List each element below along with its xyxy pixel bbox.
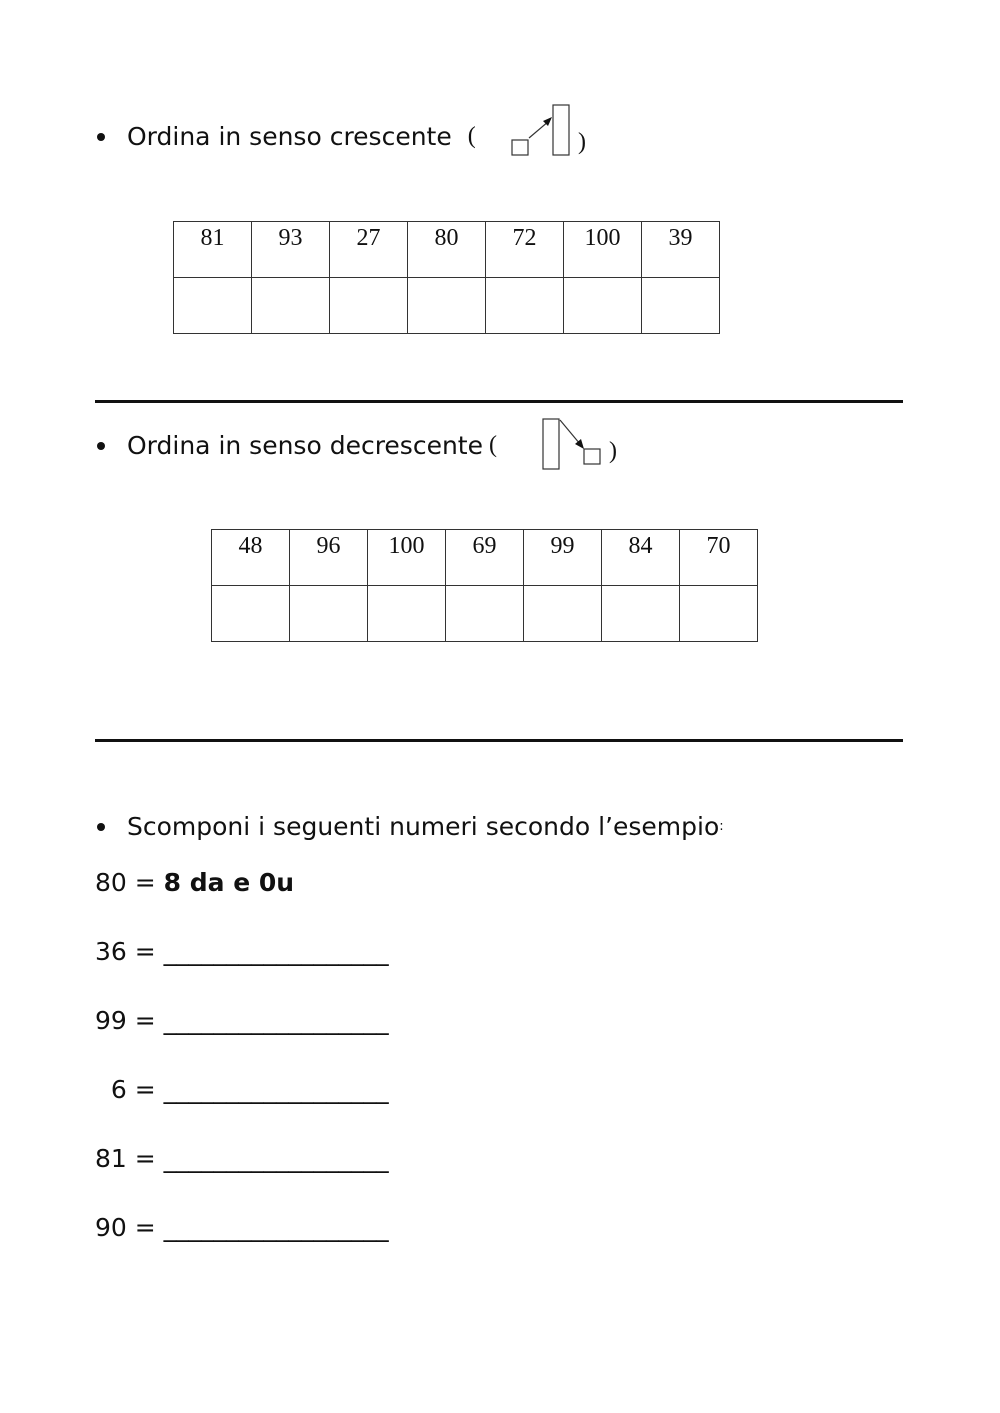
exercise-row <box>95 937 389 966</box>
table-cell: 100 <box>564 222 642 278</box>
table-cell: 84 <box>602 530 680 586</box>
table-cell: 72 <box>486 222 564 278</box>
exercise-number: 81 <box>95 1144 127 1173</box>
instruction-descending-text: Ordina in senso decrescente <box>127 431 483 460</box>
table-cell: 70 <box>680 530 758 586</box>
table-cell: 81 <box>174 222 252 278</box>
answer-blank[interactable]: __________________ <box>163 1144 389 1173</box>
example-answer: 8 da e 0u <box>163 868 295 897</box>
table-row-numbers <box>174 222 720 278</box>
descending-table <box>211 529 758 642</box>
instruction-descending <box>95 431 497 460</box>
answer-cell[interactable] <box>680 586 758 642</box>
example-row <box>95 868 294 897</box>
table-row-numbers <box>212 530 758 586</box>
bullet-icon <box>97 442 105 450</box>
equals-sign: = <box>134 1213 156 1242</box>
table-cell: 48 <box>212 530 290 586</box>
answer-blank[interactable]: __________________ <box>163 1075 389 1104</box>
answer-cell[interactable] <box>212 586 290 642</box>
exercise-row <box>95 1213 389 1242</box>
equals-sign: = <box>134 1144 156 1173</box>
table-cell: 69 <box>446 530 524 586</box>
equals-sign: = <box>134 1006 156 1035</box>
exercise-row <box>95 1075 389 1104</box>
divider <box>95 739 903 742</box>
exercise-number: 6 <box>95 1075 127 1104</box>
exercise-number: 36 <box>95 937 127 966</box>
table-cell: 93 <box>252 222 330 278</box>
paren-close: ) <box>609 438 617 464</box>
ascending-table <box>173 221 720 334</box>
table-cell: 99 <box>524 530 602 586</box>
divider <box>95 400 903 403</box>
exercise-number: 99 <box>95 1006 127 1035</box>
answer-cell[interactable] <box>330 278 408 334</box>
exercise-row <box>95 1144 389 1173</box>
answer-blank[interactable]: __________________ <box>163 937 389 966</box>
ascending-arrow-icon <box>505 100 577 160</box>
instruction-ascending-text: Ordina in senso crescente <box>127 122 452 151</box>
answer-cell[interactable] <box>408 278 486 334</box>
answer-cell[interactable] <box>642 278 720 334</box>
descending-arrow-icon <box>538 414 610 474</box>
answer-cell[interactable] <box>486 278 564 334</box>
table-cell: 80 <box>408 222 486 278</box>
answer-cell[interactable] <box>368 586 446 642</box>
table-row-answers <box>212 586 758 642</box>
answer-blank[interactable]: __________________ <box>163 1006 389 1035</box>
table-row-answers <box>174 278 720 334</box>
paren-open: ( <box>467 123 476 149</box>
table-cell: 39 <box>642 222 720 278</box>
exercise-number: 90 <box>95 1213 127 1242</box>
instruction-colon: : <box>719 819 724 834</box>
answer-blank[interactable]: __________________ <box>163 1213 389 1242</box>
exercise-row <box>95 1006 389 1035</box>
answer-cell[interactable] <box>564 278 642 334</box>
equals-sign: = <box>134 1075 156 1104</box>
answer-cell[interactable] <box>174 278 252 334</box>
paren-close: ) <box>578 129 586 155</box>
example-number: 80 <box>95 868 127 897</box>
answer-cell[interactable] <box>446 586 524 642</box>
answer-cell[interactable] <box>524 586 602 642</box>
answer-cell[interactable] <box>602 586 680 642</box>
bullet-icon <box>97 823 105 831</box>
instruction-decompose-text: Scomponi i seguenti numeri secondo l’esempio <box>127 812 720 841</box>
table-cell: 96 <box>290 530 368 586</box>
bullet-icon <box>97 133 105 141</box>
equals-sign: = <box>134 868 156 897</box>
table-cell: 100 <box>368 530 446 586</box>
equals-sign: = <box>134 937 156 966</box>
answer-cell[interactable] <box>290 586 368 642</box>
table-cell: 27 <box>330 222 408 278</box>
instruction-decompose <box>95 812 724 841</box>
answer-cell[interactable] <box>252 278 330 334</box>
paren-open: ( <box>488 432 497 458</box>
instruction-ascending <box>95 122 476 151</box>
